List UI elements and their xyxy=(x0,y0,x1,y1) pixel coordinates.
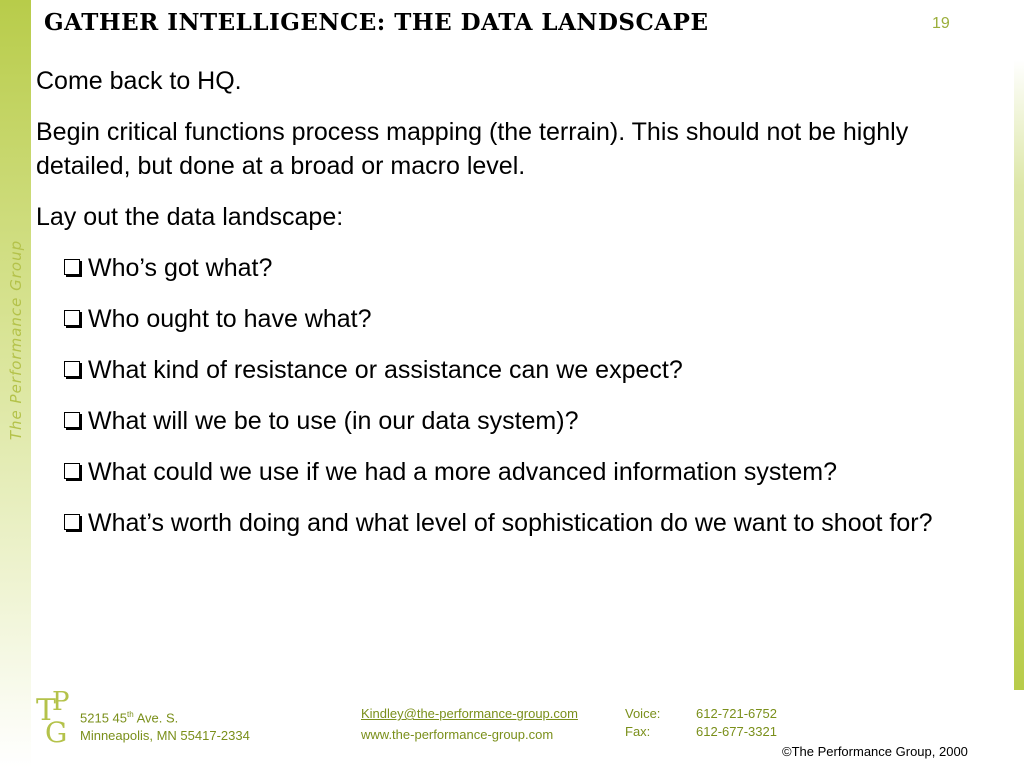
email-link[interactable]: Kindley@the-performance-group.com xyxy=(361,706,578,721)
fax-label: Fax: xyxy=(625,724,651,739)
voice-label: Voice: xyxy=(625,706,661,721)
checkbox-bullet-icon xyxy=(64,463,80,479)
left-accent-bar xyxy=(0,0,31,768)
bullet-text: What will we be to use (in our data system)? xyxy=(88,407,579,435)
paragraph-process-mapping: Begin critical functions process mapping (the terrain). This should not be highly detailed, but done at a broad or macro level. xyxy=(36,118,909,180)
bullet-text: What kind of resistance or assistance can we expect? xyxy=(88,356,683,384)
fax-number: 612-677-3321 xyxy=(696,724,777,739)
checkbox-bullet-icon xyxy=(64,259,80,275)
voice-number: 612-721-6752 xyxy=(696,706,777,721)
address-block xyxy=(80,706,250,745)
bullet-text: What’s worth doing and what level of sophistication do we want to shoot for? xyxy=(88,509,933,537)
list-item xyxy=(36,251,996,285)
list-item xyxy=(36,353,996,387)
paragraph-data-landscape: Lay out the data landscape: xyxy=(36,203,344,231)
checkbox-bullet-icon xyxy=(64,310,80,326)
bullet-text: Who’s got what? xyxy=(88,254,273,282)
list-item xyxy=(36,506,996,540)
svg-text:P: P xyxy=(52,688,70,717)
list-item xyxy=(36,302,996,336)
bullet-text: What could we use if we had a more advanced information system? xyxy=(88,458,837,486)
svg-text:G: G xyxy=(45,716,68,744)
right-accent-bar xyxy=(1014,60,1024,690)
list-item xyxy=(36,455,996,489)
checkbox-bullet-icon xyxy=(64,412,80,428)
footer xyxy=(0,686,1024,768)
website-text: www.the-performance-group.com xyxy=(361,727,554,742)
vertical-brand-text: The Performance Group xyxy=(7,239,25,441)
tpg-logo-icon xyxy=(36,688,76,744)
checkbox-bullet-icon xyxy=(64,514,80,530)
slide-body xyxy=(36,64,996,557)
address-line-1: 5215 45th Ave. S. xyxy=(80,710,179,726)
paragraph-come-back: Come back to HQ. xyxy=(36,67,242,95)
list-item xyxy=(36,404,996,438)
page-number: 19 xyxy=(932,15,950,32)
address-line-2: Minneapolis, MN 55417-2334 xyxy=(80,728,250,744)
bullet-text: Who ought to have what? xyxy=(88,305,372,333)
svg-text:T: T xyxy=(36,693,57,728)
checkbox-bullet-icon xyxy=(64,361,80,377)
slide-title: GATHER INTELLIGENCE: THE DATA LANDSCAPE xyxy=(44,9,709,36)
copyright-text: ©The Performance Group, 2000 xyxy=(782,744,968,759)
